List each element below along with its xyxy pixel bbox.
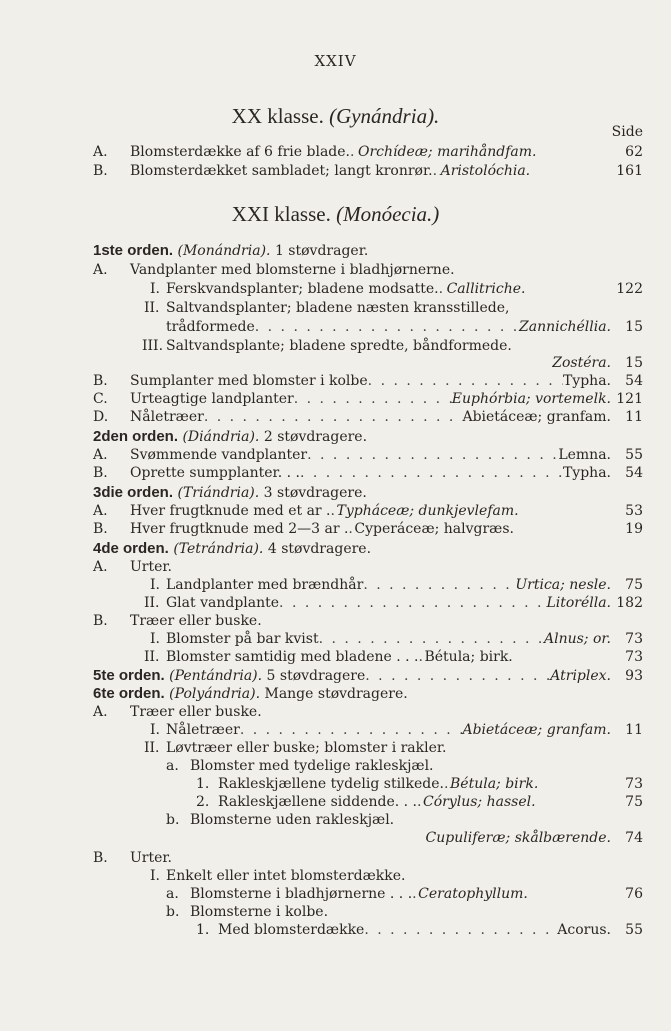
row-label: trådformede (166, 319, 255, 335)
taxon-name: Atriplex. (550, 668, 611, 684)
taxon-name: Abietáceæ; granfam. (462, 722, 611, 738)
key-row (0, 757, 671, 775)
row-label: Oprette sumpplanter. . . (130, 465, 300, 481)
key-row (0, 576, 671, 594)
taxon-name: Bétula; birk. (450, 776, 539, 792)
order-title: 3die orden. (93, 484, 174, 501)
order-latin: (Diándria). (182, 429, 260, 445)
order-title: 6te orden. (93, 685, 165, 702)
row-label: Træer eller buske. (130, 613, 262, 629)
page-ref: 121 (616, 391, 643, 407)
page-ref: 54 (625, 373, 643, 389)
key-row (0, 739, 671, 757)
row-marker: I. (150, 868, 160, 884)
key-row (0, 337, 671, 355)
class-title: XXI klasse. (231, 202, 331, 226)
row-label: Sumplanter med blomster i kolbe (130, 373, 368, 389)
key-row (0, 354, 671, 372)
row-marker: A. (93, 447, 108, 463)
order-latin: (Polyándria). (169, 686, 261, 702)
row-marker: I. (150, 631, 160, 647)
row-label: Rakleskjællene tydelig stilkede. (218, 776, 444, 792)
class-title: XX klasse. (231, 104, 324, 128)
order-title: 4de orden. (93, 540, 169, 557)
key-row (0, 612, 671, 630)
key-row (0, 849, 671, 867)
page-ref: 55 (625, 922, 643, 938)
order-stamens: 2 støvdragere. (263, 429, 368, 445)
page-ref: 73 (625, 631, 643, 647)
taxon-name: Zostéra. (552, 355, 611, 371)
taxon-name: Ceratophyllum. (418, 886, 528, 902)
row-label: Enkelt eller intet blomsterdække. (166, 868, 406, 884)
page-ref: 182 (616, 595, 643, 611)
taxon-name: Acorus. (557, 922, 611, 938)
row-label: Vandplanter med blomsterne i bladhjørnerne. (130, 262, 455, 278)
taxon-name: Typha. (562, 373, 611, 389)
row-label: Blomsterdække af 6 frie blade. (130, 144, 350, 160)
page-ref: 15 (625, 319, 643, 335)
row-label: Løvtræer eller buske; blomster i rakler. (166, 740, 447, 756)
row-marker: B. (93, 850, 108, 866)
page-ref: 75 (625, 794, 643, 810)
row-label: Træer eller buske. (130, 704, 262, 720)
class-heading-20 (0, 104, 671, 129)
row-marker: 2. (196, 794, 210, 810)
key-row (0, 558, 671, 576)
row-marker: a. (166, 886, 179, 902)
class-heading-21 (0, 202, 671, 227)
order-heading (0, 685, 671, 703)
row-label: Blomster med tydelige rakleskjæl. (190, 758, 434, 774)
row-label: Glat vandplante (166, 595, 280, 611)
row-marker: B. (93, 613, 108, 629)
row-label: Saltvandsplante; bladene spredte, båndformede. (166, 338, 512, 354)
page-ref: 74 (625, 830, 643, 846)
page-ref: 11 (625, 722, 643, 738)
row-marker: A. (93, 262, 108, 278)
row-label: Nåletræer (166, 722, 240, 738)
taxon-name: Cyperáceæ; halvgræs. (354, 521, 514, 537)
row-marker: A. (93, 144, 108, 160)
order-title: 1ste orden. (93, 242, 174, 259)
key-row (0, 143, 671, 161)
row-label: Nåletræer (130, 409, 204, 425)
order-title: 5te orden. (93, 667, 165, 684)
row-marker: D. (93, 409, 109, 425)
order-stamens: 5 støvdragere (266, 668, 366, 684)
row-label: Rakleskjællene siddende. . . (218, 794, 418, 810)
page-ref: 62 (625, 144, 643, 160)
order-latin: (Monándria). (177, 243, 271, 259)
key-row (0, 721, 671, 739)
order-latin: (Tetrándria). (173, 541, 264, 557)
row-label: Blomsterdækket sambladet; langt kronrør. (130, 163, 433, 179)
key-row (0, 261, 671, 279)
key-row (0, 464, 671, 482)
page-ref: 19 (625, 521, 643, 537)
key-row (0, 829, 671, 847)
order-title: 2den orden. (93, 428, 179, 445)
order-stamens: Mange støvdragere. (264, 686, 408, 702)
taxon-name: Litorélla. (546, 595, 611, 611)
row-marker: II. (144, 595, 160, 611)
row-label: Blomsterne i kolbe. (190, 904, 329, 920)
class-latin: (Gynándria). (329, 104, 440, 128)
taxon-name: Bétula; birk. (424, 649, 513, 665)
page-ref: 73 (625, 776, 643, 792)
key-row (0, 594, 671, 612)
row-marker: I. (150, 577, 160, 593)
taxon-name: Orchídeæ; marihåndfam. (358, 144, 537, 160)
row-label: Urter. (130, 559, 173, 575)
page-ref: 73 (625, 649, 643, 665)
key-row (0, 408, 671, 426)
row-label: Blomsterne uden rakleskjæl. (190, 812, 395, 828)
row-label: Saltvandsplanter; bladene næsten kransstillede, (166, 300, 510, 316)
row-marker: B. (93, 465, 108, 481)
key-row (0, 318, 671, 336)
order-heading (0, 428, 671, 446)
key-row (0, 648, 671, 666)
row-marker: A. (93, 559, 108, 575)
row-label: Hver frugtknude med et ar . (130, 503, 331, 519)
row-label: Med blomsterdække (218, 922, 365, 938)
key-row (0, 372, 671, 390)
row-marker: I. (150, 722, 160, 738)
key-row (0, 162, 671, 180)
row-marker: III. (142, 338, 164, 354)
row-marker: C. (93, 391, 108, 407)
key-row (0, 299, 671, 317)
key-row (0, 867, 671, 885)
row-marker: II. (144, 740, 160, 756)
row-marker: A. (93, 704, 108, 720)
order-stamens: 3 støvdragere. (263, 485, 367, 501)
page-ref: 161 (616, 163, 643, 179)
page-ref: 75 (625, 577, 643, 593)
order-stamens: 4 støvdragere. (267, 541, 372, 557)
key-row (0, 520, 671, 538)
row-marker: II. (144, 649, 160, 665)
key-row (0, 921, 671, 939)
key-row (0, 793, 671, 811)
key-row (0, 775, 671, 793)
order-heading (0, 540, 671, 558)
row-marker: 1. (196, 922, 210, 938)
order-heading (0, 484, 671, 502)
row-label: Blomsterne i bladhjørnerne . . . (190, 886, 413, 902)
taxon-name: Abietáceæ; granfam. (462, 409, 611, 425)
taxon-name: Euphórbia; vortemelk. (451, 391, 611, 407)
taxon-name: Typha. (562, 465, 611, 481)
page-ref: 93 (625, 668, 643, 684)
order-heading (0, 242, 671, 260)
taxon-name: Zannichéllia. (519, 319, 611, 335)
row-label: Ferskvandsplanter; bladene modsatte. (166, 281, 439, 297)
row-marker: B. (93, 521, 108, 537)
order-latin: (Triándria). (177, 485, 260, 501)
row-label: Urteagtige landplanter (130, 391, 294, 407)
key-row (0, 446, 671, 464)
taxon-name: Alnus; or. (543, 631, 611, 647)
page-ref: 55 (625, 447, 643, 463)
taxon-name: Cupuliferæ; skålbærende. (425, 830, 611, 846)
row-marker: 1. (196, 776, 210, 792)
row-label: Blomster på bar kvist (166, 631, 319, 647)
row-marker: A. (93, 503, 108, 519)
key-row (0, 703, 671, 721)
order-latin: (Pentándria). (169, 668, 263, 684)
page-ref: 76 (625, 886, 643, 902)
key-row (0, 390, 671, 408)
taxon-name: Callitriche. (446, 281, 526, 297)
row-marker: b. (166, 812, 180, 828)
page-ref: 15 (625, 355, 643, 371)
taxon-name: Córylus; hassel. (423, 794, 536, 810)
row-marker: a. (166, 758, 179, 774)
order-stamens: 1 støvdrager. (274, 243, 369, 259)
page-ref: 11 (625, 409, 643, 425)
row-label: Urter. (130, 850, 173, 866)
key-row (0, 885, 671, 903)
key-row (0, 280, 671, 298)
key-row (0, 811, 671, 829)
row-label: Blomster samtidig med bladene . . . (166, 649, 419, 665)
page-ref: 122 (616, 281, 643, 297)
row-marker: II. (144, 300, 160, 316)
side-column-label: Side (611, 124, 643, 140)
class-latin: (Monóecia.) (336, 202, 440, 226)
row-marker: b. (166, 904, 180, 920)
key-row (0, 630, 671, 648)
key-row (0, 903, 671, 921)
taxon-name: Urtica; nesle. (515, 577, 611, 593)
row-label: Hver frugtknude med 2—3 ar . (130, 521, 349, 537)
row-marker: I. (150, 281, 160, 297)
row-marker: B. (93, 163, 108, 179)
row-label: Landplanter med brændhår (166, 577, 364, 593)
taxon-name: Typháceæ; dunkjevlefam. (336, 503, 519, 519)
page-number: XXIV (314, 52, 357, 70)
page-ref: 53 (625, 503, 643, 519)
order-heading (0, 667, 671, 685)
row-marker: B. (93, 373, 108, 389)
row-label: Svømmende vandplanter (130, 447, 308, 463)
taxon-name: Aristolóchia. (440, 163, 531, 179)
page-ref: 54 (625, 465, 643, 481)
key-row (0, 502, 671, 520)
taxon-name: Lemna. (558, 447, 611, 463)
